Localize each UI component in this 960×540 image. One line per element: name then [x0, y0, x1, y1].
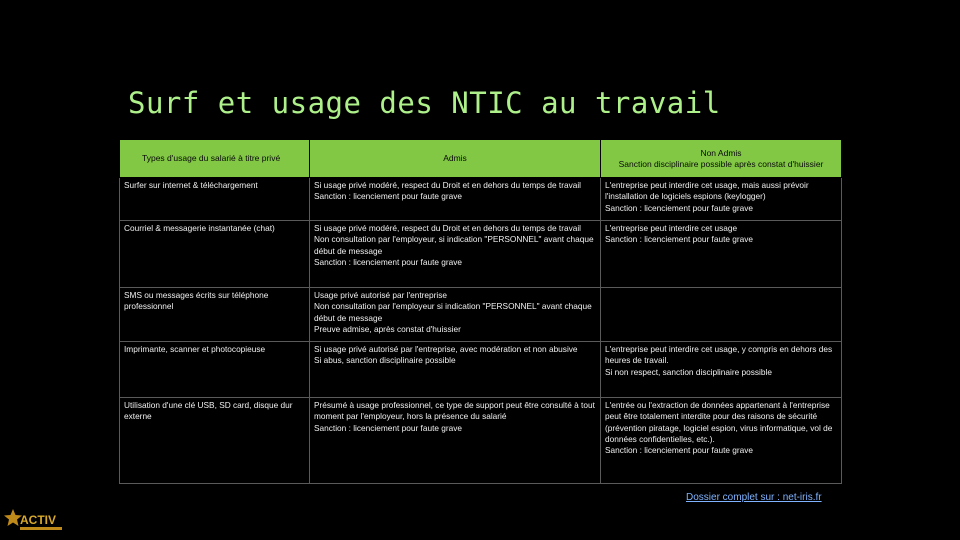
cell-not-admitted — [601, 288, 842, 342]
activ-logo — [4, 505, 66, 535]
cell-admitted: Si usage privé autorisé par l'entreprise, avec modération et non abusive Si abus, sanction disciplinaire possible — [310, 342, 601, 398]
table-row — [120, 221, 842, 288]
header-admitted: Admis — [310, 140, 601, 178]
cell-not-admitted: L'entrée ou l'extraction de données appartenant à l'entreprise peut être totalement interdite pour des raisons de sécurité (prévention piratage, logiciel espion, virus informatique, vol de données confidentielles, etc.). Sanction : licenciement pour faute grave — [601, 398, 842, 484]
cell-admitted: Présumé à usage professionnel, ce type de support peut être consulté à tout moment par l'employeur, hors la présence du salarié Sanction : licenciement pour faute grave — [310, 398, 601, 484]
cell-admitted: Si usage privé modéré, respect du Droit et en dehors du temps de travail Sanction : licenciement pour faute grave — [310, 178, 601, 221]
table-row — [120, 398, 842, 484]
cell-usage-type: SMS ou messages écrits sur téléphone professionnel — [120, 288, 310, 342]
ntic-usage-table — [119, 139, 842, 484]
cell-admitted: Si usage privé modéré, respect du Droit et en dehors du temps de travail Non consultation par l'employeur, si indication "PERSONNEL" avant chaque début de message Sanction : licenciement pour faute grave — [310, 221, 601, 288]
cell-admitted: Usage privé autorisé par l'entreprise Non consultation par l'employeur si indication "PERSONNEL" avant chaque début de message Preuve admise, après constat d'huissier — [310, 288, 601, 342]
table-row — [120, 178, 842, 221]
cell-usage-type: Utilisation d'une clé USB, SD card, disque dur externe — [120, 398, 310, 484]
header-not-admitted: Non Admis Sanction disciplinaire possible après constat d'huissier — [601, 140, 842, 178]
cell-not-admitted: L'entreprise peut interdire cet usage Sanction : licenciement pour faute grave — [601, 221, 842, 288]
table-row — [120, 288, 842, 342]
cell-not-admitted: L'entreprise peut interdire cet usage, y compris en dehors des heures de travail. Si non respect, sanction disciplinaire possible — [601, 342, 842, 398]
cell-usage-type: Courriel & messagerie instantanée (chat) — [120, 221, 310, 288]
table-row — [120, 342, 842, 398]
cell-not-admitted: L'entreprise peut interdire cet usage, mais aussi prévoir l'installation de logiciels espions (keylogger) Sanction : licenciement pour faute grave — [601, 178, 842, 221]
cell-usage-type: Imprimante, scanner et photocopieuse — [120, 342, 310, 398]
cell-usage-type: Surfer sur internet & téléchargement — [120, 178, 310, 221]
table-header-row — [120, 140, 842, 178]
logo-text: ACTIV — [20, 513, 56, 527]
full-dossier-link[interactable]: Dossier complet sur : net-iris.fr — [686, 492, 822, 503]
header-usage-type: Types d'usage du salarié à titre privé — [120, 140, 310, 178]
slide-title: Surf et usage des NTIC au travail — [128, 86, 721, 120]
